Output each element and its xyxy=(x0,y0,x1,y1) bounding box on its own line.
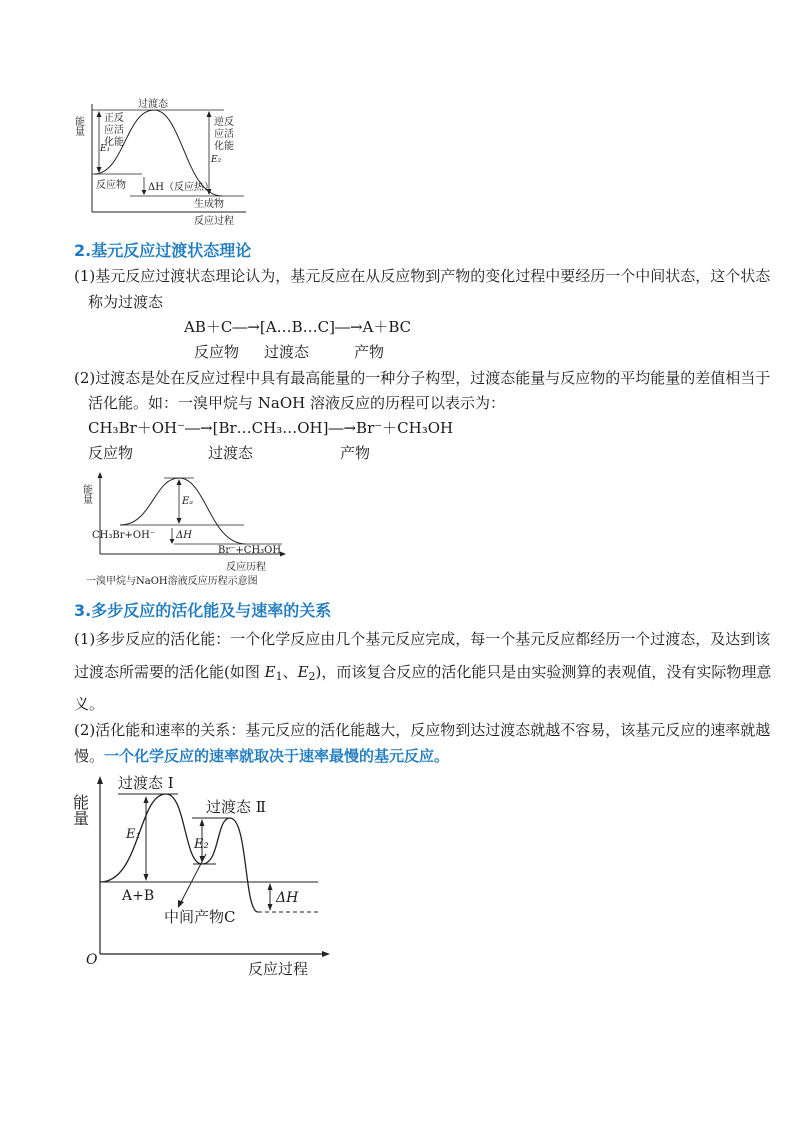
section2-p1-line2: 称为过渡态 xyxy=(88,293,164,311)
dh-label: ΔH xyxy=(276,890,299,906)
eq2-label-product: 产物 xyxy=(340,444,371,462)
section3-p1-line2-b: )，而该复合反应的活化能只是由实验测算的表观值，没有实际物理意 xyxy=(315,663,772,681)
intermediate-label: 中间产物C xyxy=(164,908,236,926)
x-axis-label-2: 反应历程 xyxy=(226,562,266,573)
ea-arrow-tail xyxy=(177,518,182,524)
product-label: Br⁻+CH₃OH xyxy=(218,545,282,556)
e2-symbol: E xyxy=(297,663,309,681)
eq1-label-reactant: 反应物 xyxy=(194,343,240,361)
section3-p2-line2 xyxy=(74,742,449,770)
ts1-label: 过渡态 I xyxy=(118,774,174,792)
x-axis-label-1: 反应过程 xyxy=(194,216,234,227)
reverse-ea-1: 逆反 xyxy=(214,117,234,128)
e2-subscript: 2 xyxy=(308,670,316,683)
ts-label: 过渡态 xyxy=(138,99,168,110)
eq2-label-ts: 过渡态 xyxy=(208,444,254,462)
ea-arrow-head xyxy=(177,479,182,485)
key-conclusion: 一个化学反应的速率就取决于速率最慢的基元反应。 xyxy=(104,747,450,765)
reactant-label: CH₃Br+OH⁻ xyxy=(92,530,156,541)
e1-label: E₁ xyxy=(126,827,141,842)
section2-heading: 2.基元反应过渡状态理论 xyxy=(74,241,252,260)
section3-p2-line1: (2)活化能和速率的关系：基元反应的活化能越大，反应物到达过渡态就越不容易，该基元反应的速率就越 xyxy=(74,721,771,739)
e1-symbol: E xyxy=(264,663,276,681)
energy-diagram-3-svg xyxy=(70,768,340,980)
reactant-label: A+B xyxy=(122,888,155,904)
section2-p1-line1: (1)基元反应过渡状态理论认为，基元反应在从反应物到产物的变化过程中要经历一个中间状态，这个状态 xyxy=(74,267,771,285)
forward-ea-3: 化能 xyxy=(104,137,124,148)
separator: 、 xyxy=(282,663,298,681)
eq1-label-product: 产物 xyxy=(354,343,385,361)
energy-diagram-3 xyxy=(70,768,340,980)
e2-arrow-head xyxy=(207,111,212,117)
dh-label: ΔH xyxy=(176,530,192,541)
intermediate-pointer-head xyxy=(178,900,184,908)
e2-arrow-head xyxy=(200,819,205,826)
e1-arrow-head xyxy=(144,796,149,803)
y-axis-arrow xyxy=(98,472,103,478)
energy-diagram-1-svg xyxy=(74,96,254,228)
e2-label: E₂ xyxy=(211,155,222,165)
section2-p2-line2: 活化能。如：一溴甲烷与 NaOH 溶液反应的历程可以表示为： xyxy=(88,394,505,412)
figure2-caption: 一溴甲烷与NaOH溶液反应历程示意图 xyxy=(86,576,258,587)
energy-diagram-2 xyxy=(80,466,296,590)
ts2-label: 过渡态 Ⅱ xyxy=(206,798,266,816)
eq1-label-ts: 过渡态 xyxy=(264,343,310,361)
y-axis-label-3: 能量 xyxy=(70,794,90,826)
e1-arrow-tail xyxy=(144,874,149,881)
intermediate-pointer xyxy=(180,854,206,904)
reverse-ea-2: 应活 xyxy=(214,129,234,140)
reverse-ea-3: 化能 xyxy=(214,141,234,152)
dh-arrow-tail xyxy=(268,904,273,911)
dh-label: ΔH（反应热） xyxy=(148,182,214,193)
e1-label: E₁ xyxy=(100,144,111,154)
y-axis-label-1: 能量 xyxy=(72,116,84,136)
product-label: 生成物 xyxy=(194,199,224,210)
section3-heading: 3.多步反应的活化能及与速率的关系 xyxy=(74,601,332,620)
e1-arrow-head xyxy=(97,111,102,117)
equation-1: AB＋C―→[A…B…C]―→A＋BC xyxy=(184,318,412,336)
section3-p1-line3: 义。 xyxy=(74,695,105,713)
section3-p1-line1: (1)多步反应的活化能：一个化学反应由几个基元反应完成，每一个基元反应都经历一个过渡态，及达到该 xyxy=(74,630,771,648)
energy-diagram-2-svg xyxy=(80,466,296,590)
section3-p1-line2 xyxy=(74,658,771,691)
energy-diagram-1 xyxy=(74,96,254,228)
origin-label: O xyxy=(86,952,98,968)
e1-subscript: 1 xyxy=(275,670,283,683)
x-axis-label-3: 反应过程 xyxy=(248,960,309,978)
dh-arrow-head xyxy=(268,883,273,890)
eq2-label-reactant: 反应物 xyxy=(88,444,134,462)
equation-2: CH₃Br＋OH⁻―→[Br…CH₃…OH]―→Br⁻＋CH₃OH xyxy=(88,419,454,437)
section3-p2-line2-a: 慢。 xyxy=(74,747,105,765)
dh-arrow-head xyxy=(170,539,175,544)
y-axis-label-2: 能量 xyxy=(80,484,92,504)
e2-label: E₂ xyxy=(194,837,209,852)
section2-p2-line1: (2)过渡态是处在反应过程中具有最高能量的一种分子构型，过渡态能量与反应物的平均能量的差值相当于 xyxy=(74,369,771,387)
forward-ea-2: 应活 xyxy=(104,125,124,136)
section3-p1-line2-a: 过渡态所需要的活化能(如图 xyxy=(74,663,265,681)
forward-ea-1: 正反 xyxy=(104,113,124,124)
e1-arrow-tail xyxy=(97,167,102,173)
y-axis-arrow xyxy=(97,776,103,784)
reactant-label: 反应物 xyxy=(96,180,126,191)
ea-label: Eₐ xyxy=(182,496,194,507)
dh-arrow-head xyxy=(142,190,147,195)
x-axis-arrow xyxy=(322,951,330,957)
